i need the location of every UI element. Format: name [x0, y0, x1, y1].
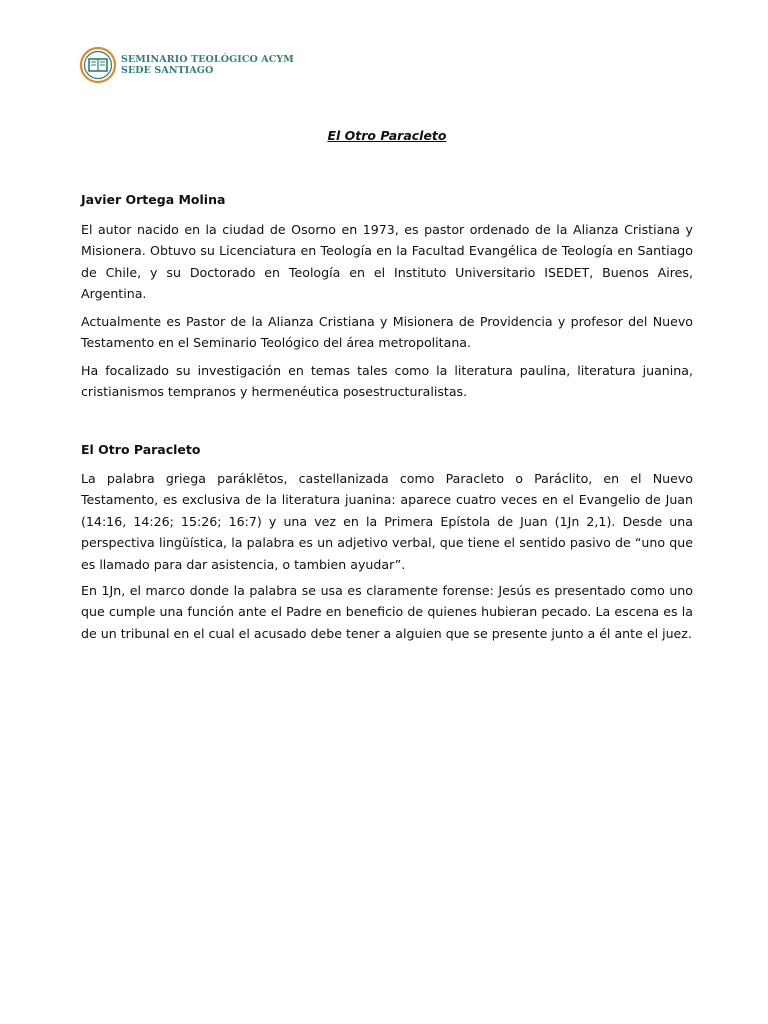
header-logo — [79, 46, 294, 84]
bio-paragraph-2: Actualmente es Pastor de la Alianza Cristiana y Misionera de Providencia y profesor del Nuevo Testamento en el Seminario Teológico del área metropolitana. — [81, 314, 693, 351]
logo-line-1: SEMINARIO TEOLÓGICO ACYM — [121, 54, 294, 65]
page-title: El Otro Paracleto — [327, 128, 447, 143]
logo-text — [121, 54, 294, 76]
author-name: Javier Ortega Molina — [81, 192, 226, 207]
logo-line-2: SEDE SANTIAGO — [121, 65, 214, 76]
seminary-seal-icon — [79, 46, 117, 84]
bio-paragraph-3: Ha focalizado su investigación en temas tales como la literatura paulina, literatura juanina, cristianismos tempranos y hermenéutica posestructuralistas. — [81, 363, 693, 400]
body-paragraph-2: En 1Jn, el marco donde la palabra se usa es claramente forense: Jesús es presentado como uno que cumple una función ante el Padre en beneficio de quienes hubieran pecado. La escena es la de un tribunal en el cual el acusado debe tener a alguien que se presente junto a él ante el juez. — [81, 583, 693, 641]
bio-paragraph-1: El autor nacido en la ciudad de Osorno en 1973, es pastor ordenado de la Alianza Cristiana y Misionera. Obtuvo su Licenciatura en Teología en la Facultad Evangélica de Teología en Santiago de Chile, y su Doctorado en Teología en el Instituto Universitario ISEDET, Buenos Aires, Argentina. — [81, 222, 693, 302]
body-paragraph-1: La palabra griega paráklētos, castellanizada como Paracleto o Paráclito, en el Nuevo Testamento, es exclusiva de la literatura juanina: aparece cuatro veces en el Evangelio de Juan (14:16, 14:26; 15:26; 16:7) y una vez en la Primera Epístola de Juan (1Jn 2,1). Desde una perspectiva lingüística, la palabra es un adjetivo verbal, que tiene el sentido pasivo de “uno que es llamado para dar asistencia, o tambien ayudar”. — [81, 471, 693, 572]
section-heading: El Otro Paracleto — [81, 442, 201, 457]
